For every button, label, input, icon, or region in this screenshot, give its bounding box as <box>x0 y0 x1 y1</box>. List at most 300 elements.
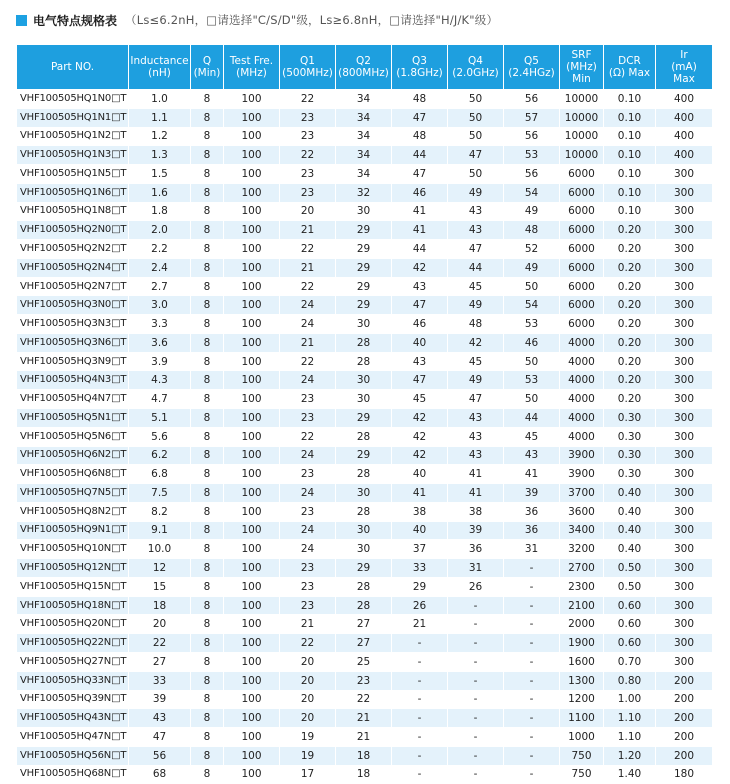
cell-srf: 6000 <box>560 315 604 334</box>
cell-q3: 48 <box>392 90 448 109</box>
cell-dcr: 0.30 <box>604 427 656 446</box>
cell-inductance: 3.0 <box>129 296 191 315</box>
cell-ir: 300 <box>656 596 713 615</box>
cell-q2: 29 <box>336 559 392 578</box>
cell-q1: 20 <box>280 652 336 671</box>
cell-q1: 20 <box>280 690 336 709</box>
cell-inductance: 3.3 <box>129 315 191 334</box>
cell-srf: 6000 <box>560 165 604 184</box>
cell-dcr: 0.20 <box>604 352 656 371</box>
cell-ir: 300 <box>656 577 713 596</box>
cell-dcr: 0.50 <box>604 559 656 578</box>
cell-q-min: 8 <box>191 559 224 578</box>
cell-part-no: VHF100505HQ5N1□T <box>17 409 129 428</box>
cell-test-freq: 100 <box>224 183 280 202</box>
column-header-line: DCR <box>618 55 641 67</box>
cell-q1: 21 <box>280 333 336 352</box>
cell-q5: - <box>504 765 560 784</box>
cell-srf: 6000 <box>560 221 604 240</box>
cell-q4: - <box>448 652 504 671</box>
cell-inductance: 56 <box>129 746 191 765</box>
cell-q2: 29 <box>336 277 392 296</box>
cell-part-no: VHF100505HQ15N□T <box>17 577 129 596</box>
cell-dcr: 1.00 <box>604 690 656 709</box>
cell-q1: 23 <box>280 502 336 521</box>
cell-ir: 300 <box>656 615 713 634</box>
cell-q4: 45 <box>448 352 504 371</box>
cell-srf: 1900 <box>560 634 604 653</box>
cell-q2: 23 <box>336 671 392 690</box>
cell-q4: 47 <box>448 240 504 259</box>
table-row <box>17 165 713 184</box>
cell-dcr: 0.60 <box>604 634 656 653</box>
cell-q2: 29 <box>336 446 392 465</box>
cell-test-freq: 100 <box>224 465 280 484</box>
cell-ir: 300 <box>656 333 713 352</box>
cell-ir: 400 <box>656 108 713 127</box>
cell-inductance: 18 <box>129 596 191 615</box>
cell-ir: 300 <box>656 652 713 671</box>
cell-inductance: 33 <box>129 671 191 690</box>
cell-srf: 3600 <box>560 502 604 521</box>
cell-q3: 46 <box>392 183 448 202</box>
cell-q2: 29 <box>336 409 392 428</box>
cell-srf: 750 <box>560 746 604 765</box>
table-header-row <box>17 45 713 90</box>
cell-q3: - <box>392 728 448 747</box>
cell-q3: - <box>392 634 448 653</box>
cell-q4: 47 <box>448 390 504 409</box>
cell-dcr: 0.40 <box>604 521 656 540</box>
cell-q1: 19 <box>280 728 336 747</box>
table-row <box>17 221 713 240</box>
cell-q5: - <box>504 728 560 747</box>
cell-inductance: 15 <box>129 577 191 596</box>
cell-q5: 50 <box>504 352 560 371</box>
cell-test-freq: 100 <box>224 108 280 127</box>
cell-ir: 300 <box>656 221 713 240</box>
cell-q3: 42 <box>392 409 448 428</box>
cell-inductance: 5.6 <box>129 427 191 446</box>
cell-test-freq: 100 <box>224 615 280 634</box>
cell-q4: 50 <box>448 165 504 184</box>
section-title-row <box>16 10 498 30</box>
cell-ir: 200 <box>656 746 713 765</box>
column-header-line: Test Fre. <box>229 55 274 67</box>
cell-ir: 300 <box>656 634 713 653</box>
cell-inductance: 1.5 <box>129 165 191 184</box>
cell-dcr: 0.10 <box>604 108 656 127</box>
cell-q4: - <box>448 709 504 728</box>
cell-q-min: 8 <box>191 427 224 446</box>
cell-q-min: 8 <box>191 765 224 784</box>
table-row <box>17 746 713 765</box>
cell-dcr: 0.50 <box>604 577 656 596</box>
cell-q1: 22 <box>280 90 336 109</box>
cell-srf: 6000 <box>560 240 604 259</box>
cell-q2: 32 <box>336 183 392 202</box>
cell-inductance: 10.0 <box>129 540 191 559</box>
cell-q4: 42 <box>448 333 504 352</box>
column-header-q-min <box>191 45 224 90</box>
square-bullet-icon <box>16 15 27 26</box>
cell-inductance: 1.8 <box>129 202 191 221</box>
cell-q4: - <box>448 634 504 653</box>
column-header-line: (nH) <box>148 67 171 79</box>
cell-ir: 400 <box>656 146 713 165</box>
column-header-line: (Ω) Max <box>608 67 651 79</box>
cell-q1: 24 <box>280 446 336 465</box>
cell-dcr: 0.20 <box>604 258 656 277</box>
cell-dcr: 0.10 <box>604 202 656 221</box>
table-row <box>17 559 713 578</box>
cell-q2: 30 <box>336 484 392 503</box>
cell-srf: 750 <box>560 765 604 784</box>
cell-q-min: 8 <box>191 596 224 615</box>
cell-part-no: VHF100505HQ2N4□T <box>17 258 129 277</box>
cell-test-freq: 100 <box>224 671 280 690</box>
cell-q2: 34 <box>336 127 392 146</box>
cell-q2: 18 <box>336 746 392 765</box>
column-header-dcr <box>604 45 656 90</box>
table-row <box>17 409 713 428</box>
cell-q5: 46 <box>504 333 560 352</box>
cell-test-freq: 100 <box>224 521 280 540</box>
cell-q5: 57 <box>504 108 560 127</box>
cell-dcr: 0.60 <box>604 596 656 615</box>
cell-part-no: VHF100505HQ3N3□T <box>17 315 129 334</box>
cell-srf: 6000 <box>560 277 604 296</box>
cell-q3: - <box>392 746 448 765</box>
column-header-line: SRF <box>571 49 592 61</box>
cell-part-no: VHF100505HQ18N□T <box>17 596 129 615</box>
cell-q1: 23 <box>280 127 336 146</box>
cell-dcr: 0.30 <box>604 409 656 428</box>
cell-q4: 50 <box>448 90 504 109</box>
cell-q3: 41 <box>392 202 448 221</box>
column-header-line: Q4 <box>468 55 483 67</box>
cell-q3: 26 <box>392 596 448 615</box>
table-row <box>17 521 713 540</box>
cell-q3: 37 <box>392 540 448 559</box>
table-row <box>17 202 713 221</box>
cell-q-min: 8 <box>191 502 224 521</box>
cell-q5: 52 <box>504 240 560 259</box>
cell-q-min: 8 <box>191 258 224 277</box>
cell-ir: 400 <box>656 127 713 146</box>
cell-q1: 21 <box>280 258 336 277</box>
cell-srf: 4000 <box>560 390 604 409</box>
cell-q1: 19 <box>280 746 336 765</box>
cell-srf: 4000 <box>560 371 604 390</box>
cell-q-min: 8 <box>191 221 224 240</box>
cell-q5: 56 <box>504 165 560 184</box>
cell-inductance: 7.5 <box>129 484 191 503</box>
cell-q1: 24 <box>280 484 336 503</box>
cell-q2: 29 <box>336 221 392 240</box>
cell-srf: 6000 <box>560 183 604 202</box>
cell-test-freq: 100 <box>224 634 280 653</box>
cell-part-no: VHF100505HQ56N□T <box>17 746 129 765</box>
column-header-line: (2.0GHz) <box>452 67 499 79</box>
column-header-line: (1.8GHz) <box>396 67 443 79</box>
cell-q4: 31 <box>448 559 504 578</box>
cell-dcr: 0.40 <box>604 484 656 503</box>
cell-part-no: VHF100505HQ5N6□T <box>17 427 129 446</box>
cell-q5: 31 <box>504 540 560 559</box>
cell-q5: 36 <box>504 521 560 540</box>
cell-dcr: 0.40 <box>604 502 656 521</box>
cell-q4: 48 <box>448 315 504 334</box>
cell-q4: - <box>448 765 504 784</box>
cell-q1: 23 <box>280 596 336 615</box>
cell-q5: 50 <box>504 277 560 296</box>
cell-inductance: 2.7 <box>129 277 191 296</box>
cell-q-min: 8 <box>191 634 224 653</box>
cell-q4: - <box>448 615 504 634</box>
cell-dcr: 0.10 <box>604 127 656 146</box>
cell-dcr: 0.30 <box>604 446 656 465</box>
cell-q3: 43 <box>392 277 448 296</box>
cell-ir: 300 <box>656 540 713 559</box>
cell-dcr: 0.20 <box>604 240 656 259</box>
cell-q4: 49 <box>448 183 504 202</box>
cell-q4: - <box>448 728 504 747</box>
table-row <box>17 240 713 259</box>
cell-q4: 50 <box>448 127 504 146</box>
cell-q4: 38 <box>448 502 504 521</box>
cell-q-min: 8 <box>191 671 224 690</box>
cell-q3: - <box>392 765 448 784</box>
cell-q5: - <box>504 615 560 634</box>
grade-selection-note: （Ls≤6.2nH，□请选择"C/S/D"级，Ls≥6.8nH，□请选择"H/J/K"级） <box>125 13 499 27</box>
cell-dcr: 0.20 <box>604 277 656 296</box>
cell-q5: 49 <box>504 202 560 221</box>
cell-srf: 10000 <box>560 146 604 165</box>
cell-inductance: 20 <box>129 615 191 634</box>
table-row <box>17 671 713 690</box>
cell-inductance: 47 <box>129 728 191 747</box>
cell-inductance: 68 <box>129 765 191 784</box>
cell-part-no: VHF100505HQ3N9□T <box>17 352 129 371</box>
column-header-line: Q1 <box>300 55 315 67</box>
cell-inductance: 4.3 <box>129 371 191 390</box>
cell-q2: 29 <box>336 296 392 315</box>
cell-q3: 44 <box>392 240 448 259</box>
cell-q4: - <box>448 671 504 690</box>
cell-q3: 42 <box>392 258 448 277</box>
cell-test-freq: 100 <box>224 652 280 671</box>
cell-q3: 41 <box>392 221 448 240</box>
cell-q5: - <box>504 634 560 653</box>
cell-srf: 1600 <box>560 652 604 671</box>
cell-q-min: 8 <box>191 465 224 484</box>
cell-ir: 300 <box>656 315 713 334</box>
column-header-q2 <box>336 45 392 90</box>
cell-test-freq: 100 <box>224 484 280 503</box>
cell-q1: 24 <box>280 540 336 559</box>
cell-q2: 30 <box>336 371 392 390</box>
table-row <box>17 634 713 653</box>
cell-q3: 47 <box>392 371 448 390</box>
cell-q2: 27 <box>336 634 392 653</box>
cell-dcr: 1.20 <box>604 746 656 765</box>
cell-dcr: 0.20 <box>604 296 656 315</box>
cell-part-no: VHF100505HQ1N6□T <box>17 183 129 202</box>
cell-test-freq: 100 <box>224 333 280 352</box>
column-header-line: (800MHz) <box>338 67 389 79</box>
table-row <box>17 333 713 352</box>
cell-ir: 300 <box>656 390 713 409</box>
cell-q1: 20 <box>280 202 336 221</box>
cell-inductance: 1.3 <box>129 146 191 165</box>
cell-dcr: 0.70 <box>604 652 656 671</box>
column-header-q4 <box>448 45 504 90</box>
cell-inductance: 27 <box>129 652 191 671</box>
cell-q5: - <box>504 559 560 578</box>
cell-q2: 27 <box>336 615 392 634</box>
cell-ir: 300 <box>656 484 713 503</box>
table-row <box>17 108 713 127</box>
cell-test-freq: 100 <box>224 559 280 578</box>
cell-srf: 2700 <box>560 559 604 578</box>
cell-ir: 300 <box>656 521 713 540</box>
column-header-line: Q5 <box>524 55 539 67</box>
cell-q1: 21 <box>280 221 336 240</box>
cell-q3: - <box>392 709 448 728</box>
cell-q2: 21 <box>336 728 392 747</box>
cell-srf: 6000 <box>560 202 604 221</box>
table-row <box>17 258 713 277</box>
cell-srf: 1100 <box>560 709 604 728</box>
column-header-line: (500MHz) <box>282 67 333 79</box>
cell-q-min: 8 <box>191 296 224 315</box>
cell-part-no: VHF100505HQ4N3□T <box>17 371 129 390</box>
cell-test-freq: 100 <box>224 540 280 559</box>
cell-q3: 46 <box>392 315 448 334</box>
cell-part-no: VHF100505HQ3N6□T <box>17 333 129 352</box>
cell-q1: 22 <box>280 352 336 371</box>
cell-q4: 41 <box>448 484 504 503</box>
cell-inductance: 1.1 <box>129 108 191 127</box>
cell-srf: 3900 <box>560 465 604 484</box>
cell-ir: 300 <box>656 277 713 296</box>
cell-q1: 20 <box>280 671 336 690</box>
section-title: 电气特点规格表 <box>33 13 118 28</box>
cell-part-no: VHF100505HQ1N8□T <box>17 202 129 221</box>
table-row <box>17 146 713 165</box>
cell-q1: 24 <box>280 521 336 540</box>
column-header-line: Min <box>572 73 591 85</box>
cell-part-no: VHF100505HQ20N□T <box>17 615 129 634</box>
cell-q3: 21 <box>392 615 448 634</box>
cell-q5: - <box>504 652 560 671</box>
cell-dcr: 0.10 <box>604 90 656 109</box>
cell-part-no: VHF100505HQ12N□T <box>17 559 129 578</box>
cell-srf: 4000 <box>560 409 604 428</box>
cell-part-no: VHF100505HQ10N□T <box>17 540 129 559</box>
cell-srf: 1300 <box>560 671 604 690</box>
table-row <box>17 427 713 446</box>
cell-q5: 56 <box>504 127 560 146</box>
column-header-line: Q <box>202 55 212 67</box>
cell-q2: 34 <box>336 165 392 184</box>
table-row <box>17 690 713 709</box>
cell-q-min: 8 <box>191 615 224 634</box>
cell-q2: 28 <box>336 352 392 371</box>
cell-q-min: 8 <box>191 390 224 409</box>
cell-q1: 24 <box>280 371 336 390</box>
cell-ir: 300 <box>656 202 713 221</box>
cell-q-min: 8 <box>191 202 224 221</box>
cell-part-no: VHF100505HQ3N0□T <box>17 296 129 315</box>
column-header-line: (Min) <box>193 67 221 79</box>
table-row <box>17 90 713 109</box>
cell-inductance: 8.2 <box>129 502 191 521</box>
cell-srf: 1200 <box>560 690 604 709</box>
cell-ir: 200 <box>656 671 713 690</box>
column-header-line: (MHz) <box>236 67 267 79</box>
cell-test-freq: 100 <box>224 746 280 765</box>
cell-q5: 41 <box>504 465 560 484</box>
cell-q4: 47 <box>448 146 504 165</box>
cell-ir: 300 <box>656 371 713 390</box>
cell-inductance: 1.6 <box>129 183 191 202</box>
cell-part-no: VHF100505HQ1N2□T <box>17 127 129 146</box>
cell-q4: 43 <box>448 427 504 446</box>
table-row <box>17 765 713 784</box>
column-header-line: Part NO. <box>50 61 95 73</box>
column-header-q1 <box>280 45 336 90</box>
cell-q1: 23 <box>280 577 336 596</box>
table-row <box>17 446 713 465</box>
cell-q2: 28 <box>336 465 392 484</box>
table-row <box>17 296 713 315</box>
cell-q5: 49 <box>504 258 560 277</box>
cell-q2: 28 <box>336 502 392 521</box>
cell-dcr: 0.40 <box>604 540 656 559</box>
cell-q2: 30 <box>336 540 392 559</box>
cell-q3: 47 <box>392 165 448 184</box>
cell-q2: 21 <box>336 709 392 728</box>
cell-q4: 43 <box>448 221 504 240</box>
cell-part-no: VHF100505HQ2N2□T <box>17 240 129 259</box>
cell-srf: 10000 <box>560 90 604 109</box>
cell-q-min: 8 <box>191 728 224 747</box>
cell-ir: 200 <box>656 709 713 728</box>
cell-test-freq: 100 <box>224 296 280 315</box>
cell-dcr: 0.10 <box>604 146 656 165</box>
cell-inductance: 4.7 <box>129 390 191 409</box>
cell-srf: 3900 <box>560 446 604 465</box>
cell-part-no: VHF100505HQ1N1□T <box>17 108 129 127</box>
cell-q5: 54 <box>504 183 560 202</box>
cell-part-no: VHF100505HQ22N□T <box>17 634 129 653</box>
cell-inductance: 9.1 <box>129 521 191 540</box>
cell-dcr: 0.20 <box>604 315 656 334</box>
cell-q-min: 8 <box>191 127 224 146</box>
cell-test-freq: 100 <box>224 90 280 109</box>
cell-srf: 10000 <box>560 108 604 127</box>
cell-q5: 44 <box>504 409 560 428</box>
cell-q2: 29 <box>336 258 392 277</box>
cell-ir: 400 <box>656 90 713 109</box>
cell-q3: 38 <box>392 502 448 521</box>
cell-q2: 28 <box>336 577 392 596</box>
cell-srf: 2000 <box>560 615 604 634</box>
cell-part-no: VHF100505HQ9N1□T <box>17 521 129 540</box>
table-row <box>17 652 713 671</box>
